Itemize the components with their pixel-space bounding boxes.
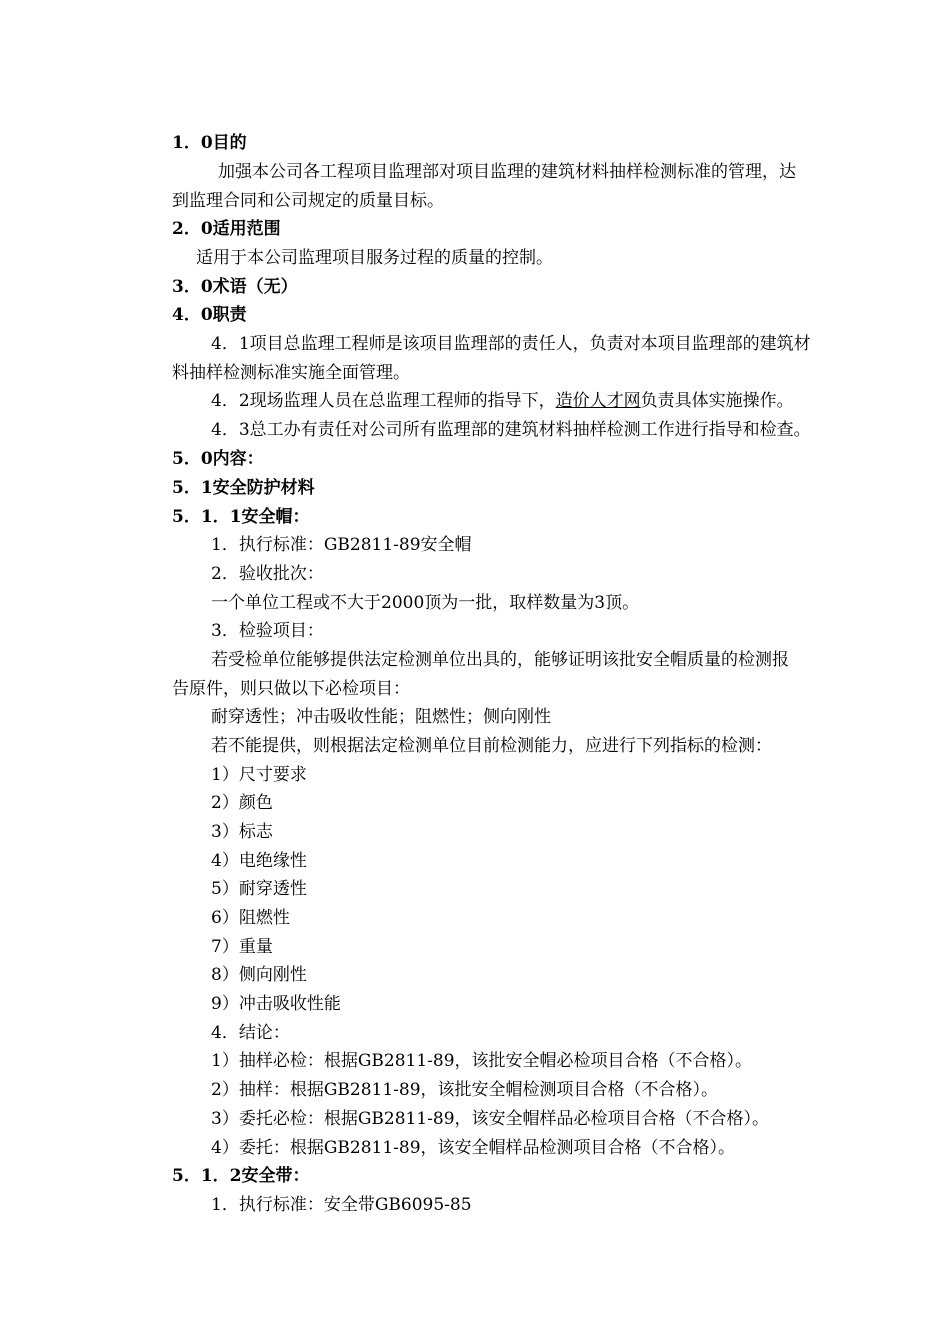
section-4-2-link[interactable]: 造价人才网	[555, 391, 641, 411]
helmet-conclusion: 2）抽样：根据GB2811-89，该批安全帽检测项目合格（不合格）。	[211, 1080, 719, 1100]
section-4-heading: 4．0职责	[172, 305, 247, 325]
section-5-1-2-heading: 5．1．2安全带：	[172, 1166, 310, 1186]
section-1-heading: 1．0目的	[172, 133, 247, 153]
section-4-2-text-end: 负责具体实施操作。	[640, 391, 794, 411]
helmet-conclusion: 1）抽样必检：根据GB2811-89，该批安全帽必检项目合格（不合格）。	[211, 1051, 753, 1071]
section-3-heading: 3．0术语（无）	[172, 277, 298, 297]
helmet-item: 6）阻燃性	[211, 908, 290, 928]
helmet-item: 4）电绝缘性	[211, 851, 307, 871]
helmet-items-line-1: 若受检单位能够提供法定检测单位出具的，能够证明该批安全帽质量的检测报	[211, 650, 789, 670]
helmet-batch-text: 一个单位工程或不大于2000顶为一批，取样数量为3顶。	[211, 593, 640, 613]
helmet-item: 3）标志	[211, 822, 273, 842]
helmet-required-items: 耐穿透性；冲击吸收性能；阻燃性；侧向刚性	[211, 707, 551, 727]
helmet-conclusion: 3）委托必检：根据GB2811-89，该安全帽样品必检项目合格（不合格）。	[211, 1109, 770, 1129]
helmet-else-text: 若不能提供，则根据法定检测单位目前检测能力，应进行下列指标的检测：	[211, 736, 772, 756]
section-4-3: 4．3总工办有责任对公司所有监理部的建筑材料抽样检测工作进行指导和检查。	[211, 420, 811, 440]
section-4-1-line-2: 料抽样检测标准实施全面管理。	[172, 363, 410, 383]
section-5-heading: 5．0内容：	[172, 449, 264, 469]
helmet-item: 9）冲击吸收性能	[211, 994, 341, 1014]
section-4-2	[211, 390, 794, 412]
helmet-items-line-2: 告原件，则只做以下必检项目：	[172, 679, 410, 699]
helmet-item: 2）颜色	[211, 793, 273, 813]
section-4-2-text-start: 4．2现场监理人员在总监理工程师的指导下，	[211, 391, 556, 411]
helmet-item: 8）侧向刚性	[211, 965, 307, 985]
helmet-batch-label: 2．验收批次：	[211, 564, 324, 584]
helmet-standard: 1．执行标准：GB2811-89安全帽	[211, 535, 472, 555]
section-5-1-heading: 5．1安全防护材料	[172, 478, 315, 498]
helmet-conclusion-label: 4．结论：	[211, 1023, 290, 1043]
helmet-item: 1）尺寸要求	[211, 765, 307, 785]
belt-standard: 1．执行标准：安全带GB6095-85	[211, 1195, 472, 1215]
helmet-conclusion: 4）委托：根据GB2811-89，该安全帽样品检测项目合格（不合格）。	[211, 1138, 736, 1158]
section-5-1-1-heading: 5．1．1安全帽：	[172, 507, 310, 527]
section-4-1-line-1: 4．1项目总监理工程师是该项目监理部的责任人，负责对本项目监理部的建筑材	[211, 334, 811, 354]
section-1-paragraph-line-1: 加强本公司各工程项目监理部对项目监理的建筑材料抽样检测标准的管理，达	[218, 162, 796, 182]
helmet-items-label: 3．检验项目：	[211, 621, 324, 641]
section-2-paragraph: 适用于本公司监理项目服务过程的质量的控制。	[196, 248, 553, 268]
section-2-heading: 2．0适用范围	[172, 219, 281, 239]
helmet-item: 5）耐穿透性	[211, 879, 307, 899]
section-1-paragraph-line-2: 到监理合同和公司规定的质量目标。	[172, 191, 444, 211]
helmet-item: 7）重量	[211, 937, 273, 957]
